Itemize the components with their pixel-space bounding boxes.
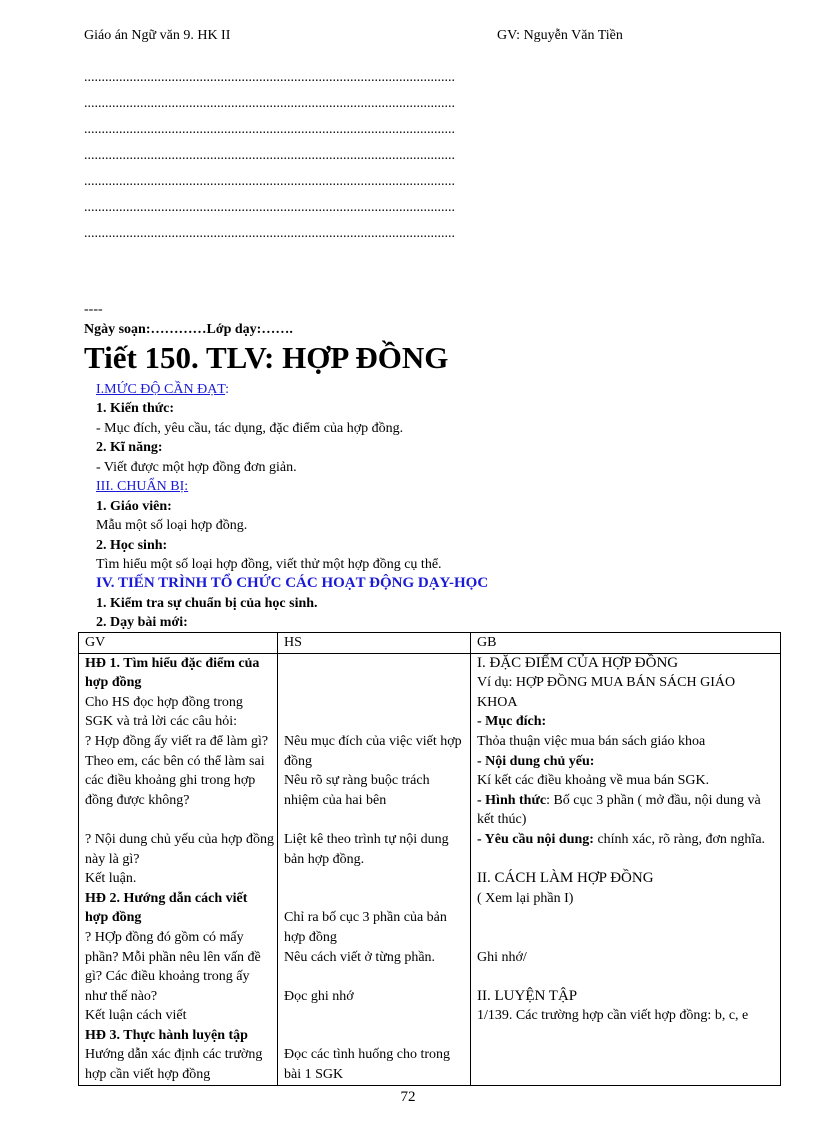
gb-section-1-title: I. ĐẶC ĐIỂM CỦA HỢP ĐỒNG [477,654,679,671]
gb-requirement [477,830,777,850]
dotted-line: .......................................................................................................... [84,70,455,85]
dotted-line: .......................................................................................................... [84,174,455,189]
skill-text: - Viết được một hợp đồng đơn giản. [96,460,297,475]
gb-form-label: - Hình thức [477,792,547,808]
gb-section-2-text: ( Xem lại phần I) [477,890,574,906]
lesson-plan-table [78,632,781,1086]
dotted-line: .......................................................................................................... [84,200,455,215]
teacher-heading: 1. Giáo viên: [96,499,172,514]
page-number: 72 [400,1089,416,1105]
knowledge-text: - Mục đích, yêu cầu, tác dụng, đặc điểm của hợp đồng. [96,421,404,436]
knowledge-heading: 1. Kiến thức: [96,401,175,416]
conclusion-1: Kết luận. [85,871,137,887]
spacer [477,967,777,987]
prep-line: Ngày soạn:…………Lớp dạy:……. [84,322,293,337]
header-right: GV: Nguyễn Văn Tiền [497,28,623,43]
question-3: ? HỢp đồng đó gồm có mấy phần? Mỗi phần nêu lên vấn đề gì? Các điều khoảng trong ấy như thế nào? [85,929,261,1004]
spacer [477,908,777,928]
question-1: ? Hợp đồng ấy viết ra để làm gì? Theo em, các bên có thể làm sai các điều khoảng ghi trong hợp đồng được không? [85,733,269,808]
question-2: ? Nội dung chủ yếu của hợp đồng này là gì? [85,831,274,867]
student-heading: 2. Học sinh: [96,538,168,553]
skill-heading: 2. Kĩ năng: [96,440,163,455]
gb-column [471,653,781,1085]
spacer [284,693,467,713]
gb-form-text: : Bố cục 3 phần ( mở đầu, nội dung và kết thúc) [477,792,761,828]
spacer [284,673,467,693]
hd2-title: HĐ 2. Hướng dẫn cách viết hợp đồng [85,890,248,926]
gb-content-label: - Nội dung chủ yếu: [477,753,595,769]
dotted-line: .......................................................................................................... [84,122,455,137]
section-heading-1 [96,380,229,399]
spacer [85,810,274,830]
hs-answer-3: Liệt kê theo trình tự nội dung bản hợp đồng. [284,831,449,867]
gb-example: Ví dụ: HỢP ĐỒNG MUA BÁN SÁCH GIÁO KHOA [477,675,736,710]
gb-purpose-text: Thỏa thuận việc mua bán sách giáo khoa [477,733,706,749]
section-heading-1-text: I.MỨC ĐỘ CẦN ĐẠT [96,382,226,397]
separator: ---- [84,302,103,317]
hd1-title: HĐ 1. Tìm hiểu đặc điểm của hợp đồng [85,655,260,691]
hs-answer-6: Đọc ghi nhớ [284,988,354,1004]
table-header-gv: GV [79,633,278,654]
hs-answer-7: Đọc các tình huống cho trong bài 1 SGK [284,1047,451,1083]
gb-purpose-label: - Mục đích: [477,714,547,730]
page-title: Tiết 150. TLV: HỢP ĐỒNG [84,340,449,375]
gb-section-2-title: II. CÁCH LÀM HỢP ĐỒNG [477,870,654,887]
section-heading-3: III. CHUẨN BỊ: [96,479,189,494]
header-left: Giáo án Ngữ văn 9. HK II [84,28,231,43]
check-heading: 1. Kiểm tra sự chuẩn bị của học sinh. [96,596,318,611]
teacher-text: Mẫu một số loại hợp đồng. [96,518,248,533]
new-lesson-heading: 2. Dạy bài mới: [96,615,188,630]
section-heading-1-colon: : [225,382,230,397]
hd3-title: HĐ 3. Thực hành luyện tập [85,1027,248,1043]
hd1-text: Cho HS đọc hợp đồng trong SGK và trả lời các câu hỏi: [85,694,243,730]
gb-req-text: chính xác, rõ ràng, đơn nghĩa. [593,831,766,847]
spacer [284,889,467,909]
spacer [284,869,467,889]
hs-answer-2: Nêu rõ sự ràng buộc trách nhiệm của hai bên [284,773,430,808]
hs-column [278,653,471,1085]
student-text: Tìm hiểu một số loại hợp đồng, viết thử một hợp đồng cụ thể. [96,557,442,572]
spacer [477,850,777,870]
gb-remember: Ghi nhớ/ [477,949,527,965]
gb-form [477,791,777,830]
spacer [284,712,467,732]
table-header-gb: GB [471,633,781,654]
conclusion-2: Kết luận cách viết [85,1008,187,1024]
dotted-line: .......................................................................................................... [84,96,455,111]
section-heading-4: IV. TIẾN TRÌNH TỔ CHỨC CÁC HOẠT ĐỘNG DẠY-HỌC [96,575,489,591]
table-header-hs: HS [278,633,471,654]
dotted-line: .......................................................................................................... [84,226,455,241]
spacer [284,1006,467,1026]
table-row [79,653,781,1085]
hs-answer-1: Nêu mục đích của việc viết hợp đồng [284,733,462,769]
spacer [284,654,467,674]
gb-exercise-1: 1/139. Các trường hợp cần viết hợp đồng: b, c, e [477,1008,749,1024]
gb-req-label: - Yêu cầu nội dung: [477,831,594,847]
hs-answer-5: Nêu cách viết ở từng phần. [284,949,436,965]
gb-section-3-title: II. LUYỆN TẬP [477,987,578,1004]
spacer [284,810,467,830]
hd3-text: Hướng dẫn xác định các trường hợp cần viết hợp đồng [85,1047,263,1083]
spacer [284,1026,467,1046]
dotted-line: .......................................................................................................... [84,148,455,163]
spacer [477,928,777,948]
spacer [284,967,467,987]
hs-answer-4: Chỉ ra bố cục 3 phần của bản hợp đồng [284,910,447,945]
gb-content-text: Kí kết các điều khoảng về mua bán SGK. [477,773,710,789]
table-header-row [79,633,781,654]
gv-column [79,653,278,1085]
